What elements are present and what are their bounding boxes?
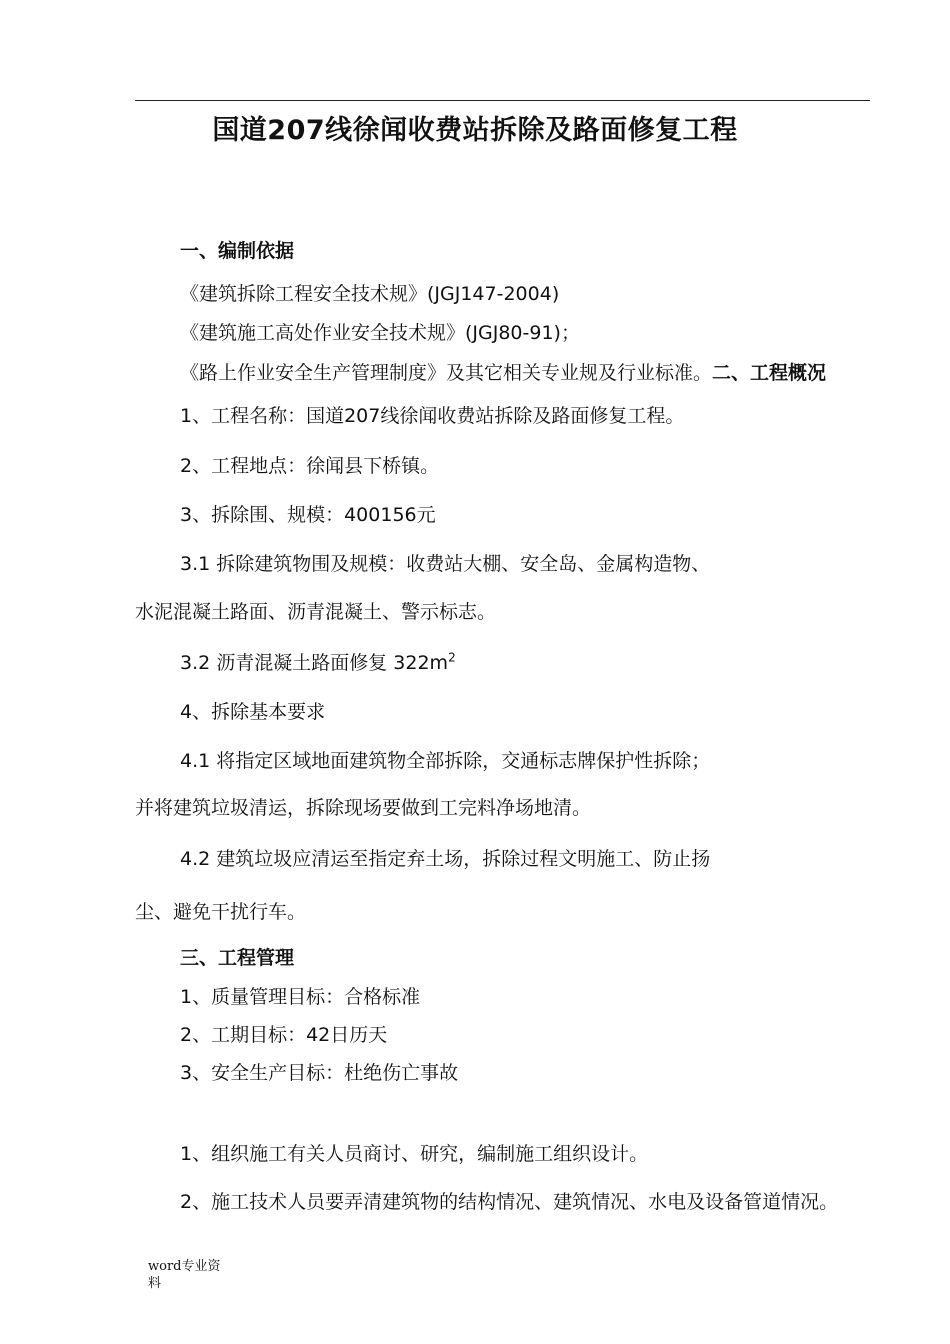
management-item: 3、安全生产目标：杜绝伤亡事故 [180, 1062, 459, 1084]
document-title: 国道207线徐闻收费站拆除及路面修复工程 [212, 115, 738, 146]
overview-item: 2、工程地点：徐闻县下桥镇。 [180, 455, 440, 477]
section-heading-basis: 一、编制依据 [180, 240, 295, 262]
overview-item: 3.1 拆除建筑物围及规模：收费站大棚、安全岛、金属构造物、 [180, 553, 711, 575]
overview-item: 3、拆除围、规模：400156元 [180, 504, 436, 526]
reference-line: 《建筑拆除工程安全技术规》(JGJ147-2004) [180, 283, 560, 305]
header-rule [135, 100, 870, 101]
overview-item-continuation: 水泥混凝土路面、沥青混凝土、警示标志。 [135, 601, 497, 623]
footer-text: 料 [148, 1276, 162, 1291]
reference-line-with-heading [180, 358, 826, 385]
section-heading-overview: 二、工程概况 [712, 362, 827, 384]
overview-item: 4.1 将指定区域地面建筑物全部拆除，交通标志牌保护性拆除； [180, 750, 711, 772]
footer-text: word专业资 [148, 1259, 221, 1274]
superscript: 2 [448, 650, 456, 665]
management-item: 1、质量管理目标：合格标准 [180, 986, 421, 1008]
overview-item [180, 648, 456, 675]
preparation-item: 1、组织施工有关人员商讨、研究，编制施工组织设计。 [180, 1143, 649, 1165]
overview-item: 4.2 建筑垃圾应清运至指定弃土场，拆除过程文明施工、防止扬 [180, 848, 711, 870]
overview-item-continuation: 尘、避免干扰行车。 [135, 901, 307, 923]
overview-item-continuation: 并将建筑垃圾清运，拆除现场要做到工完料净场地清。 [135, 797, 592, 819]
reference-text: 《路上作业安全生产管理制度》及其它相关专业规及行业标准。 [180, 362, 713, 384]
overview-item: 4、拆除基本要求 [180, 701, 326, 723]
preparation-item: 2、施工技术人员要弄清建筑物的结构情况、建筑情况、水电及设备管道情况。 [180, 1191, 839, 1213]
page-footer [148, 1258, 228, 1292]
overview-item-text: 3.2 沥青混凝土路面修复 322m [180, 652, 449, 674]
management-item: 2、工期目标：42日历天 [180, 1024, 388, 1046]
reference-line: 《建筑施工高处作业安全技术规》(JGJ80-91)； [180, 322, 580, 344]
overview-item: 1、工程名称：国道207线徐闻收费站拆除及路面修复工程。 [180, 405, 685, 427]
section-heading-management: 三、工程管理 [180, 947, 295, 969]
